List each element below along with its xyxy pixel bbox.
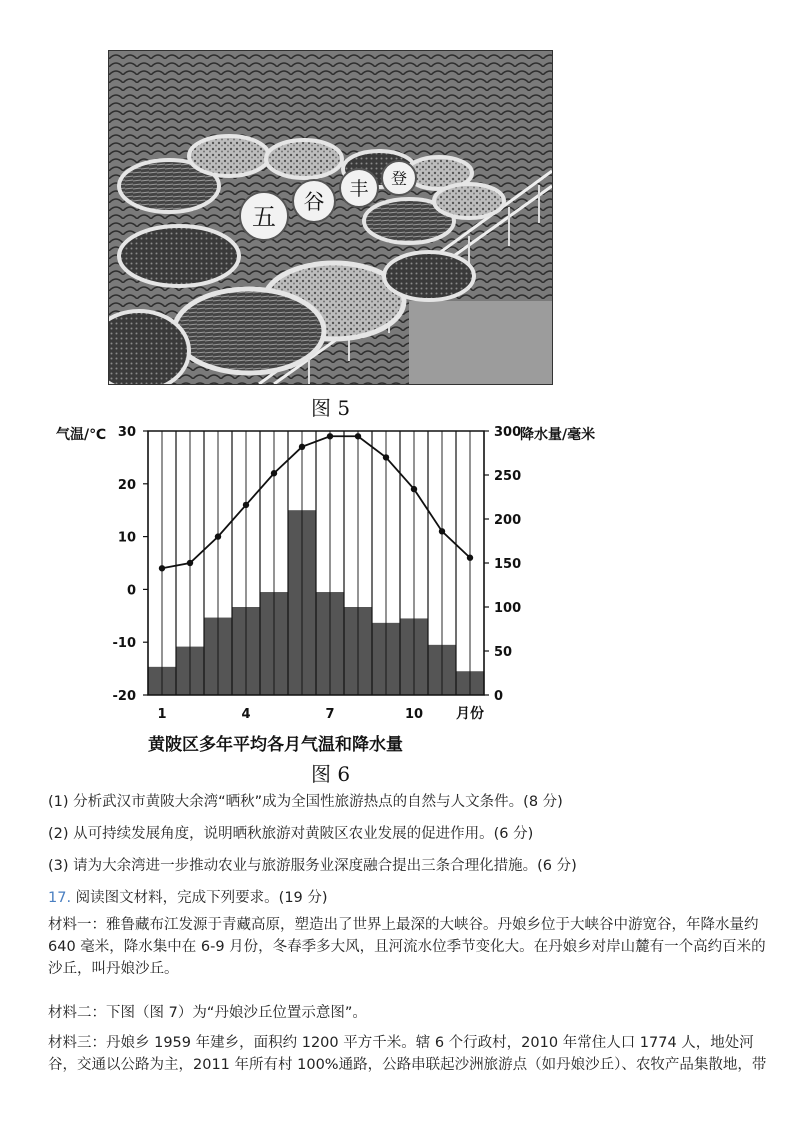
material-1: 材料一：雅鲁藏布江发源于青藏高原，塑造出了世界上最深的大峡谷。丹娘乡位于大峡谷中游宽谷，年降水量约 640 毫米，降水集中在 6-9 月份，冬春季多大风，且河流水位季节变化大。在丹娘乡对岸山麓有一个高约百米的沙丘，叫丹娘沙丘。 [48, 917, 766, 977]
x-tick-label: 7 [325, 707, 335, 722]
left-tick-label: 0 [126, 583, 136, 599]
question-3: (3) 请为大余湾进一步推动农业与旅游服务业深度融合提出三条合理化措施。(6 分) [48, 858, 577, 874]
temperature-point [411, 486, 417, 492]
climate-chart-svg [0, 415, 800, 760]
figure6-caption: 图 6 [311, 762, 351, 786]
right-tick-label: 50 [494, 645, 513, 660]
temperature-point [243, 502, 249, 508]
climate-chart [0, 415, 800, 760]
question-17-number[interactable]: 17. [48, 890, 72, 906]
temperature-point [355, 433, 361, 439]
question-17-header [48, 886, 328, 907]
right-tick-label: 250 [494, 469, 522, 484]
figure5-photo [108, 50, 553, 385]
chart-title: 黄陂区多年平均各月气温和降水量 [148, 735, 403, 755]
right-tick-label: 200 [494, 513, 522, 528]
left-axis-label: 气温/℃ [56, 427, 107, 443]
temperature-point [467, 555, 473, 561]
question-17-text: 阅读图文材料，完成下列要求。(19 分) [75, 890, 328, 906]
question-2: (2) 从可持续发展角度，说明晒秋旅游对黄陂区农业发展的促进作用。(6 分) [48, 826, 534, 842]
right-axis-label: 降水量/毫米 [520, 427, 596, 443]
left-tick-label: 30 [117, 425, 136, 440]
temperature-point [439, 528, 445, 534]
temperature-point [215, 533, 221, 539]
right-tick-label: 150 [494, 557, 522, 572]
question-1: (1) 分析武汉市黄陂大余湾“晒秋”成为全国性旅游热点的自然与人文条件。(8 分) [48, 794, 563, 810]
material-2: 材料二：下图（图 7）为“丹娘沙丘位置示意图”。 [48, 1005, 367, 1021]
left-tick-label: 20 [117, 477, 136, 493]
temperature-point [271, 470, 277, 476]
figure5-caption: 图 5 [311, 396, 351, 420]
right-tick-label: 100 [494, 601, 522, 616]
left-tick-label: -10 [112, 636, 136, 652]
right-tick-label: 300 [494, 425, 522, 440]
temperature-point [159, 565, 165, 571]
material-3: 材料三：丹娘乡 1959 年建乡，面积约 1200 平方千米。辖 6 个行政村，2010 年常住人口 1774 人，地处河谷，交通以公路为主，2011 年所有村 100%通路，公路串联起沙洲旅游点（如丹娘沙丘）、农牧产品集散地，带 [48, 1035, 767, 1073]
left-tick-label: -20 [112, 689, 136, 704]
x-tick-label: 1 [157, 707, 167, 722]
sign-char: 丰 [349, 178, 369, 200]
right-tick-label: 0 [494, 689, 504, 704]
left-tick-label: 10 [117, 530, 136, 546]
sign-char: 谷 [303, 190, 325, 214]
x-tick-label: 10 [404, 707, 424, 722]
temperature-point [187, 560, 193, 566]
temperature-point [299, 444, 305, 450]
sign-char: 登 [390, 169, 408, 188]
temperature-point [327, 433, 333, 439]
sign-char: 五 [252, 203, 276, 231]
drying-baskets-illustration [109, 51, 552, 384]
x-tick-label: 4 [241, 707, 251, 722]
x-axis-label: 月份 [456, 706, 484, 722]
temperature-point [383, 454, 389, 460]
